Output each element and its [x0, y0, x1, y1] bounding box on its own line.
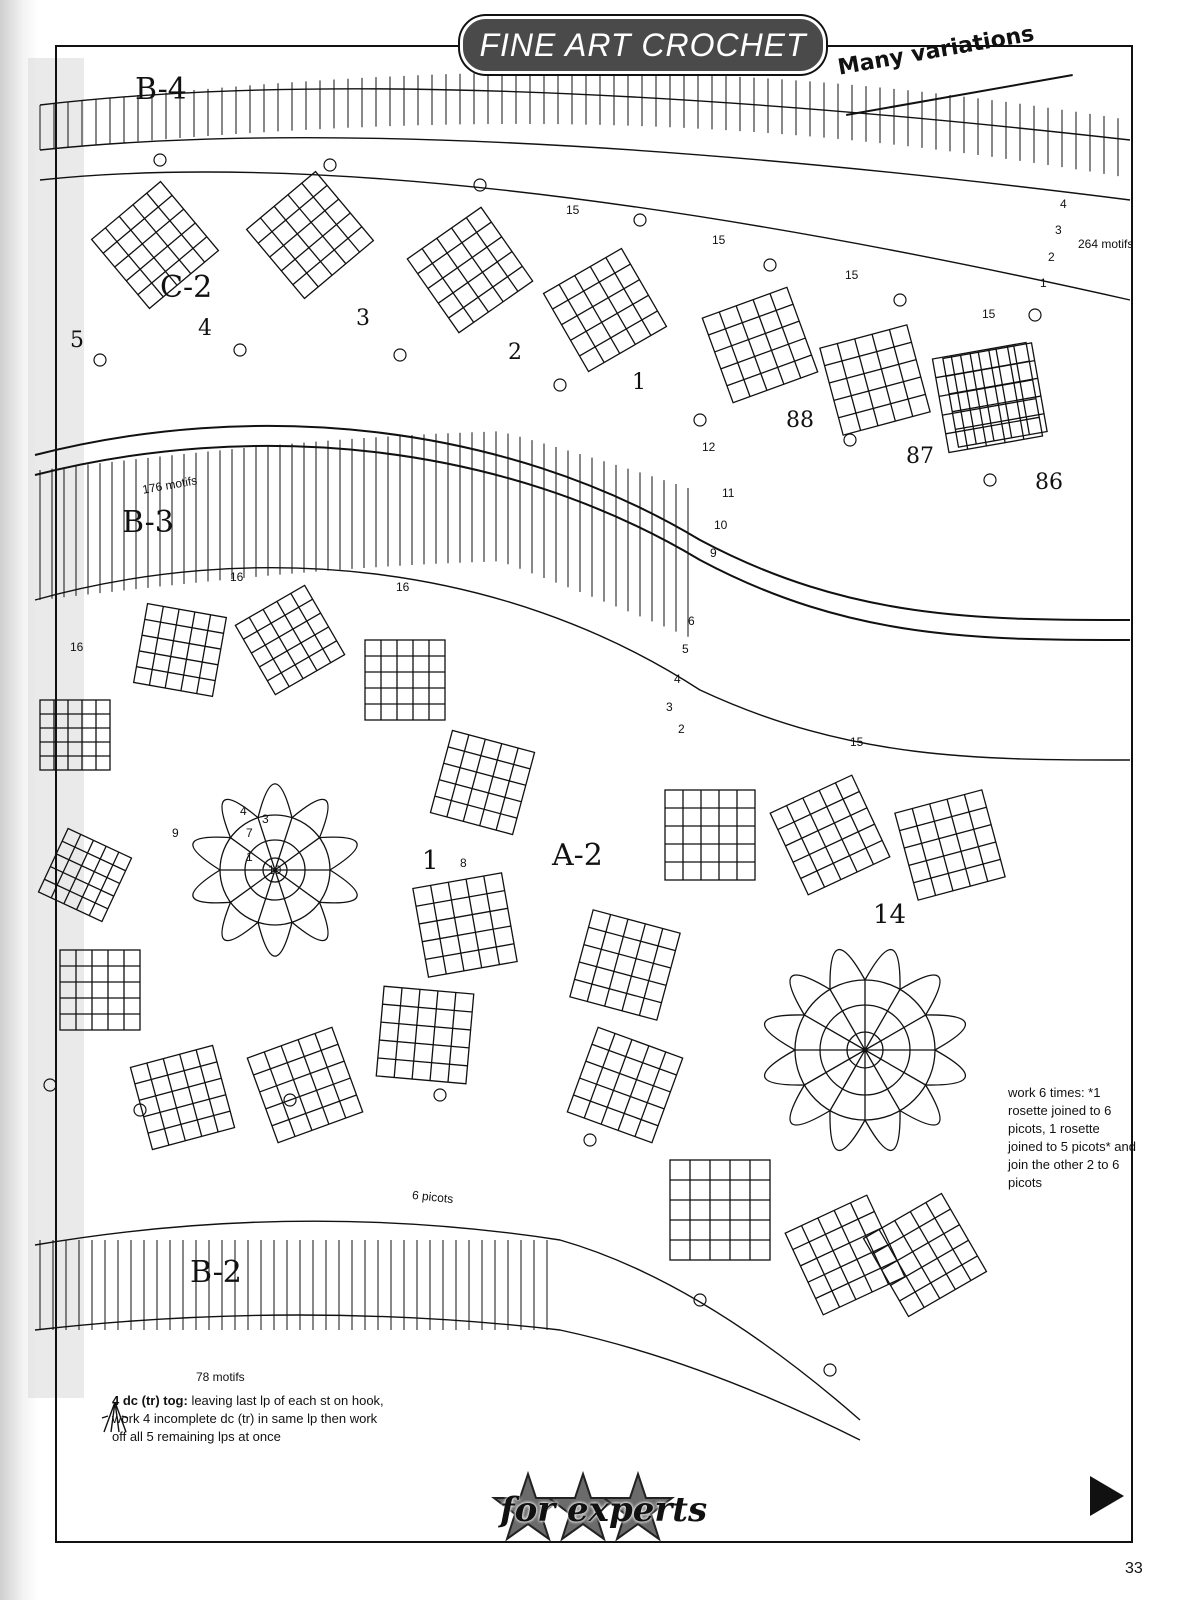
- picot-loop: [894, 294, 906, 306]
- rosette-petal: [830, 950, 865, 990]
- filet-grid-motif: [895, 790, 1005, 900]
- rosette-petal: [926, 1015, 966, 1050]
- picot-loop: [764, 259, 776, 271]
- filet-grid-motif: [40, 700, 110, 770]
- filet-grid-motif: [544, 249, 667, 372]
- band-b3-lower-edge: [35, 568, 1130, 760]
- picot-loop: [324, 159, 336, 171]
- rosette-petal: [765, 1050, 805, 1085]
- motif-number-4: 4: [198, 316, 212, 341]
- motif-number-1-top: 1: [632, 370, 646, 395]
- picot-loop: [554, 379, 566, 391]
- label-b4: B-4: [135, 72, 187, 107]
- section-header: [460, 16, 826, 74]
- next-page-arrow-icon[interactable]: [1090, 1476, 1124, 1516]
- filet-grid-motif: [932, 342, 1042, 452]
- picot-loop: [44, 1079, 56, 1091]
- top-round-2: 2: [1048, 250, 1055, 264]
- legend-term: 4 dc (tr) tog:: [112, 1393, 188, 1408]
- round-11: 11: [722, 486, 735, 500]
- side-round-6: 6: [688, 614, 695, 628]
- rosette-petal: [926, 1050, 966, 1085]
- picots-label: 6 picots: [411, 1187, 454, 1207]
- motif-count-top: 264 motifs: [1078, 237, 1134, 251]
- motif-number-14: 14: [873, 900, 907, 930]
- side-round-3: 3: [666, 700, 673, 714]
- round-9: 9: [710, 546, 717, 560]
- label-a2: A-2: [552, 838, 603, 873]
- picot-loop: [984, 474, 996, 486]
- round-16-b: 16: [396, 580, 410, 594]
- filet-grid-motif: [864, 1194, 987, 1317]
- filet-grid-motif: [820, 325, 930, 435]
- filet-grid-motif: [770, 775, 890, 895]
- round-12: 12: [702, 440, 716, 454]
- work-instruction: work 6 times: *1 rosette joined to 6 picots, 1 rosette joined to 5 picots* and join the other 2 to 6 picots: [1008, 1085, 1136, 1190]
- filet-grid-motif: [60, 950, 140, 1030]
- filet-grid-motif: [430, 730, 534, 834]
- filet-grid-motif: [38, 828, 131, 921]
- rosette-petal: [900, 1085, 940, 1125]
- filet-grid-motif: [376, 986, 474, 1084]
- rosette-petal: [900, 975, 940, 1015]
- label-b3: B-3: [122, 505, 174, 540]
- top-round-4: 4: [1060, 197, 1067, 211]
- rosette-petal: [765, 1015, 805, 1050]
- round-16-a: 16: [230, 570, 244, 584]
- filet-grid-motif: [785, 1195, 905, 1315]
- rosette-petal: [193, 837, 231, 870]
- motif-number-87: 87: [906, 444, 934, 469]
- motif-count-bottom: 78 motifs: [196, 1370, 245, 1384]
- filet-grid-motif: [247, 1027, 362, 1142]
- picot-loop: [394, 349, 406, 361]
- band-b4-outer-edge: [40, 89, 1130, 140]
- filet-grid-motif: [570, 910, 680, 1020]
- motif-number-2: 2: [508, 340, 522, 365]
- round-16-c: 16: [70, 640, 84, 654]
- rosette-round-4: 4: [240, 804, 247, 818]
- picot-loop: [844, 434, 856, 446]
- picot-loop: [434, 1089, 446, 1101]
- picot-loop: [1029, 309, 1041, 321]
- rosette-right: [765, 950, 966, 1151]
- filet-grid-motif: [567, 1027, 682, 1142]
- rosette-petal: [865, 1111, 900, 1151]
- label-b2: B-2: [190, 1255, 242, 1290]
- rosette-round-7: 7: [246, 826, 253, 840]
- rosette-petal: [258, 922, 292, 956]
- picot-loop: [584, 1134, 596, 1146]
- round-15-e: 15: [850, 735, 864, 749]
- filet-grid-motif: [130, 1045, 234, 1149]
- picot-loop: [474, 179, 486, 191]
- rosette-petal: [790, 975, 830, 1015]
- motif-number-86: 86: [1035, 470, 1063, 495]
- rosette-petal: [830, 1111, 865, 1151]
- picot-loop: [824, 1364, 836, 1376]
- motif-number-88: 88: [786, 408, 814, 433]
- motif-number-3: 3: [356, 306, 370, 331]
- rosette-round-9: 9: [172, 826, 179, 840]
- rosette-petal: [865, 950, 900, 990]
- section-title: FINE ART CROCHET: [479, 26, 807, 63]
- motif-count-middle: 176 motifs: [141, 473, 199, 497]
- page-number: 33: [1125, 1560, 1143, 1577]
- picot-loop: [234, 344, 246, 356]
- motif-number-1-left: 1: [422, 846, 439, 876]
- rosette-round-1: 1: [246, 850, 253, 864]
- rosette-round-3: 3: [262, 812, 269, 826]
- band-b4-mid-edge: [40, 138, 1130, 200]
- top-round-3: 3: [1055, 223, 1062, 237]
- picot-loop: [634, 214, 646, 226]
- rosette-petal: [319, 870, 357, 903]
- rosette-petal: [292, 902, 328, 940]
- side-round-2: 2: [678, 722, 685, 736]
- round-15-d: 15: [982, 307, 996, 321]
- filet-grid-motif: [134, 604, 227, 697]
- filet-grid-motif: [413, 873, 517, 977]
- picot-loop: [694, 414, 706, 426]
- round-15-b: 15: [712, 233, 726, 247]
- top-round-1: 1: [1040, 276, 1047, 290]
- rosette-petal: [292, 799, 328, 837]
- picot-loop: [134, 1104, 146, 1116]
- motif-number-5: 5: [70, 328, 84, 353]
- difficulty-label: for experts: [500, 1490, 708, 1530]
- label-c2: C-2: [160, 270, 213, 305]
- round-10: 10: [714, 518, 728, 532]
- stitch-legend: [112, 1392, 392, 1446]
- band-b3-outer-edge: [35, 426, 1130, 620]
- rosette-petal: [222, 902, 258, 940]
- rosette-petal: [193, 870, 231, 903]
- band-b2-edge: [35, 1221, 860, 1420]
- side-round-5: 5: [682, 642, 689, 656]
- rosette-petal: [790, 1085, 830, 1125]
- picot-loop: [94, 354, 106, 366]
- rosette-round-8: 8: [460, 856, 467, 870]
- rosette-center-10: 10: [268, 863, 282, 877]
- rosette-petal: [319, 837, 357, 870]
- filet-grid-motif: [665, 790, 755, 880]
- filet-grid-motif: [365, 640, 445, 720]
- filet-grid-motif: [670, 1160, 770, 1260]
- filet-grid-motif: [247, 172, 374, 299]
- subtitle: Many variations: [836, 21, 1037, 81]
- side-round-4: 4: [674, 672, 681, 686]
- filet-grid-motif: [235, 585, 344, 694]
- band-b3-inner-edge: [35, 446, 1130, 640]
- legend-description: leaving last lp of each st on hook, work 4 incomplete dc (tr) in same lp then work off all 5 remaining lps at once: [112, 1393, 384, 1444]
- round-15-c: 15: [845, 268, 859, 282]
- round-15-a: 15: [566, 203, 580, 217]
- filet-grid-motif: [407, 207, 532, 332]
- picot-loop: [154, 154, 166, 166]
- filet-grid-motif: [702, 287, 817, 402]
